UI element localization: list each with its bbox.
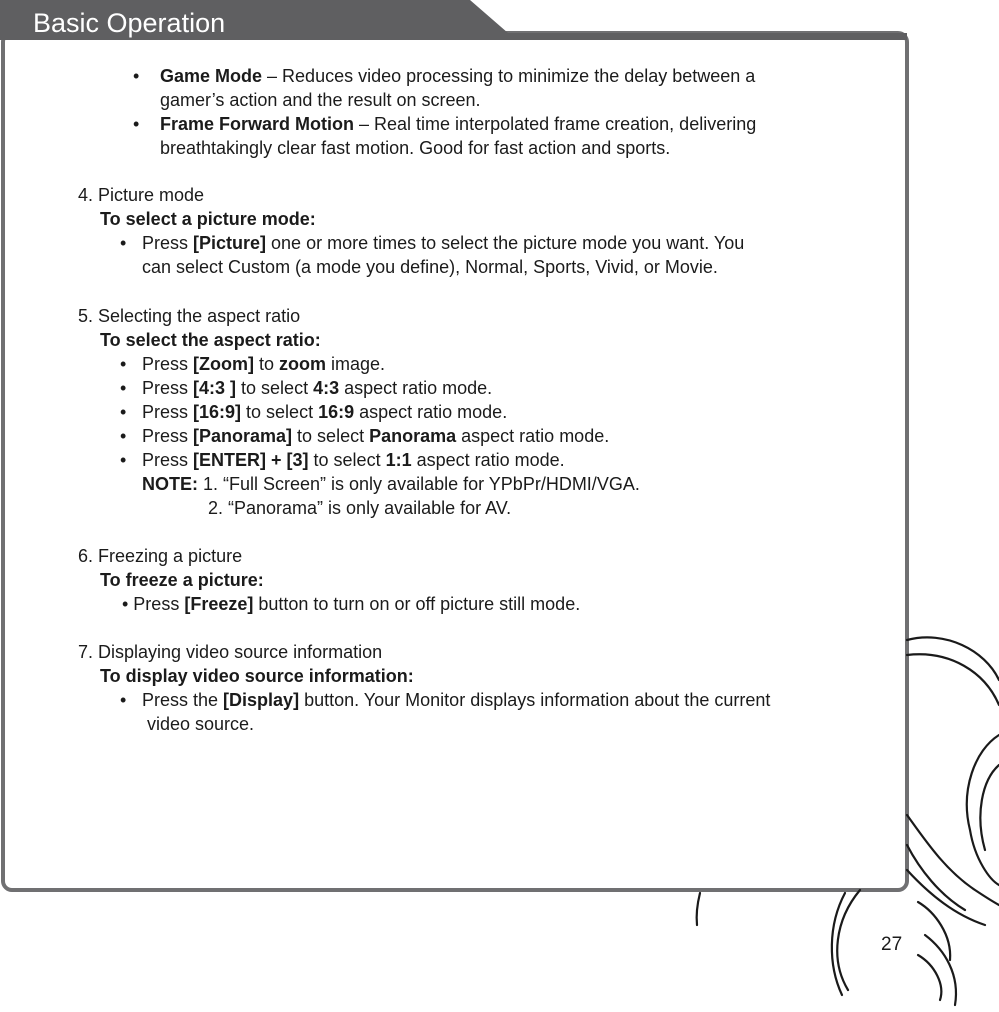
text: aspect ratio mode. (456, 426, 610, 446)
bullet-glyph: • (120, 690, 127, 710)
text: Press (142, 450, 194, 470)
text: one or more times to select the picture mode you want. You (266, 233, 745, 253)
text: Press (142, 426, 194, 446)
text: to select (292, 426, 370, 446)
section-4-title: 4. Picture mode (78, 185, 205, 205)
text: Press the (142, 690, 224, 710)
section-6-bullet (122, 593, 580, 615)
mode-label: 1:1 (385, 450, 412, 470)
note-label: NOTE: (142, 474, 198, 494)
text: button to turn on or off picture still mode. (253, 594, 581, 614)
bullet-glyph: • (133, 114, 140, 134)
section-7-subtitle: To display video source information: (100, 666, 414, 686)
feature-description: Reduces video processing to minimize the delay between a (282, 66, 756, 86)
aspect-item-panorama (142, 425, 609, 447)
feature-term: Game Mode (160, 66, 263, 86)
aspect-note-2: 2. “Panorama” is only available for AV. (208, 498, 512, 518)
text: aspect ratio mode. (354, 402, 508, 422)
aspect-item-zoom (142, 353, 385, 375)
key-label: [4:3 ] (193, 378, 237, 398)
feature-description: Real time interpolated frame creation, delivering (374, 114, 757, 134)
key-label: [16:9] (193, 402, 242, 422)
section-7-bullet-cont: video source. (147, 714, 255, 734)
bullet-glyph: • (120, 354, 127, 374)
section-5-subtitle: To select the aspect ratio: (100, 330, 321, 350)
text: Press (142, 354, 194, 374)
text: to select (236, 378, 314, 398)
text: button. Your Monitor displays information about the current (299, 690, 771, 710)
mode-label: 16:9 (318, 402, 355, 422)
text: aspect ratio mode. (411, 450, 565, 470)
mode-label: Panorama (369, 426, 457, 446)
section-7-bullet (142, 689, 770, 711)
text: to select (308, 450, 386, 470)
text: Press (142, 233, 194, 253)
text: • Press (122, 594, 185, 614)
note-text: 1. “Full Screen” is only available for YPbPr/HDMI/VGA. (198, 474, 640, 494)
feature-separator: – (354, 114, 375, 134)
feature-term: Frame Forward Motion (160, 114, 355, 134)
feature-separator: – (262, 66, 283, 86)
feature-frame-forward-line2: breathtakingly clear fast motion. Good for fast action and sports. (160, 138, 671, 158)
section-4-bullet (142, 232, 744, 254)
feature-frame-forward-line1 (160, 113, 756, 135)
feature-game-mode-line1 (160, 65, 755, 87)
bullet-glyph: • (120, 378, 127, 398)
text: to select (241, 402, 319, 422)
text: Press (142, 402, 194, 422)
bullet-glyph: • (120, 402, 127, 422)
key-label: [Panorama] (193, 426, 293, 446)
section-6-title: 6. Freezing a picture (78, 546, 243, 566)
page-title: Basic Operation (33, 8, 226, 38)
mode-label: zoom (279, 354, 327, 374)
page-number: 27 (881, 934, 903, 955)
key-label: [Zoom] (193, 354, 254, 374)
text: Press (142, 378, 194, 398)
key-label: [ENTER] + [3] (193, 450, 309, 470)
aspect-item-1-1 (142, 449, 565, 471)
mode-label: 4:3 (313, 378, 340, 398)
text: image. (326, 354, 386, 374)
section-4-subtitle: To select a picture mode: (100, 209, 316, 229)
bullet-glyph: • (120, 233, 127, 253)
key-picture: [Picture] (193, 233, 267, 253)
key-freeze: [Freeze] (184, 594, 254, 614)
key-display: [Display] (223, 690, 300, 710)
bullet-glyph: • (120, 426, 127, 446)
bullet-glyph: • (120, 450, 127, 470)
section-5-title: 5. Selecting the aspect ratio (78, 306, 301, 326)
aspect-item-16-9 (142, 401, 507, 423)
bullet-glyph: • (133, 66, 140, 86)
feature-game-mode-line2: gamer’s action and the result on screen. (160, 90, 481, 110)
text: to (254, 354, 280, 374)
aspect-item-4-3 (142, 377, 492, 399)
text: aspect ratio mode. (339, 378, 493, 398)
section-4-bullet-cont: can select Custom (a mode you define), Normal, Sports, Vivid, or Movie. (142, 257, 718, 277)
aspect-note-1 (142, 473, 640, 495)
section-7-title: 7. Displaying video source information (78, 642, 383, 662)
section-6-subtitle: To freeze a picture: (100, 570, 264, 590)
